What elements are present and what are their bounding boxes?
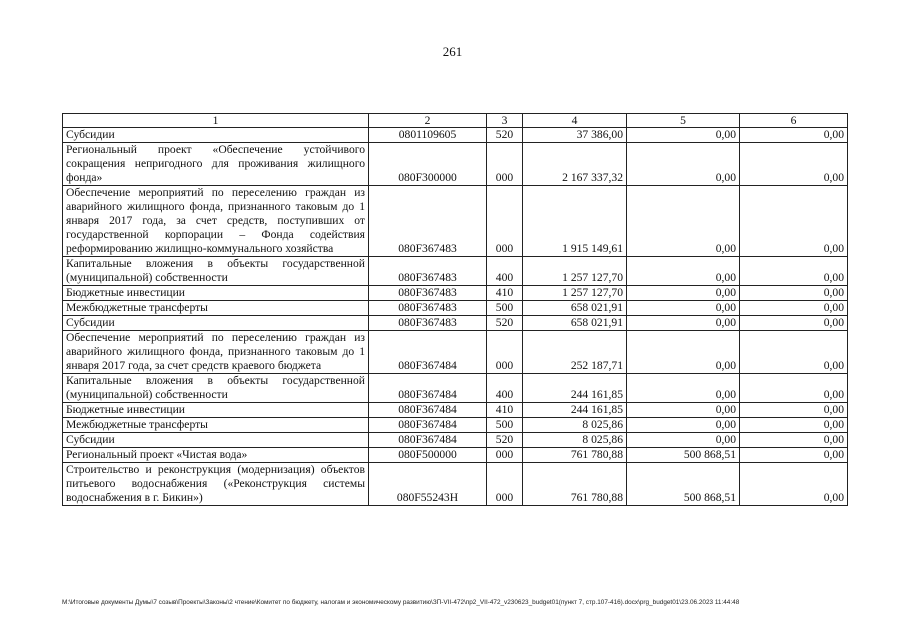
row-value-5: 500 868,51 — [627, 463, 740, 506]
table-row — [63, 316, 848, 331]
row-type: 000 — [487, 186, 523, 257]
row-value-6: 0,00 — [740, 186, 848, 257]
row-value-5: 0,00 — [627, 331, 740, 374]
row-name: Региональный проект «Обеспечение устойчивого сокращения непригодного для проживания жилищного фонда» — [63, 143, 369, 186]
row-name: Обеспечение мероприятий по переселению граждан из аварийного жилищного фонда, признанного таковым до 1 января 2017 года, за счет средств, поступивших от государственной корпорации – Фонда содействия реформированию жилищно-коммунального хозяйства — [63, 186, 369, 257]
row-code: 080F367483 — [369, 301, 487, 316]
row-value-4: 244 161,85 — [523, 403, 627, 418]
row-name: Субсидии — [63, 128, 369, 143]
table-row — [63, 128, 848, 143]
row-value-6: 0,00 — [740, 403, 848, 418]
row-code: 080F367483 — [369, 316, 487, 331]
budget-table — [62, 113, 848, 506]
row-type: 500 — [487, 418, 523, 433]
row-value-6: 0,00 — [740, 374, 848, 403]
row-value-5: 500 868,51 — [627, 448, 740, 463]
row-type: 520 — [487, 128, 523, 143]
row-value-4: 8 025,86 — [523, 433, 627, 448]
row-value-4: 1 915 149,61 — [523, 186, 627, 257]
row-code: 080F367484 — [369, 331, 487, 374]
row-value-4: 1 257 127,70 — [523, 286, 627, 301]
row-value-5: 0,00 — [627, 418, 740, 433]
row-type: 410 — [487, 286, 523, 301]
row-code: 080F367484 — [369, 418, 487, 433]
row-value-4: 2 167 337,32 — [523, 143, 627, 186]
row-value-5: 0,00 — [627, 257, 740, 286]
table-row — [63, 448, 848, 463]
row-code: 0801109605 — [369, 128, 487, 143]
row-name: Бюджетные инвестиции — [63, 286, 369, 301]
row-name: Бюджетные инвестиции — [63, 403, 369, 418]
row-value-4: 37 386,00 — [523, 128, 627, 143]
row-name: Субсидии — [63, 433, 369, 448]
row-name: Обеспечение мероприятий по переселению граждан из аварийного жилищного фонда, признанного таковым до 1 января 2017 года, за счет средств краевого бюджета — [63, 331, 369, 374]
table-row — [63, 286, 848, 301]
table-row — [63, 403, 848, 418]
row-code: 080F55243Н — [369, 463, 487, 506]
row-value-4: 761 780,88 — [523, 448, 627, 463]
row-value-4: 761 780,88 — [523, 463, 627, 506]
table-header-row — [63, 114, 848, 128]
row-value-6: 0,00 — [740, 331, 848, 374]
column-header-6: 6 — [740, 114, 848, 128]
row-value-6: 0,00 — [740, 433, 848, 448]
column-header-3: 3 — [487, 114, 523, 128]
row-code: 080F367484 — [369, 403, 487, 418]
page-number: 261 — [442, 44, 463, 59]
table-row — [63, 463, 848, 506]
row-type: 520 — [487, 316, 523, 331]
row-value-5: 0,00 — [627, 403, 740, 418]
row-value-6: 0,00 — [740, 316, 848, 331]
row-code: 080F367484 — [369, 374, 487, 403]
row-code: 080F367483 — [369, 257, 487, 286]
table-row — [63, 301, 848, 316]
row-code: 080F367484 — [369, 433, 487, 448]
table-row — [63, 143, 848, 186]
row-value-6: 0,00 — [740, 128, 848, 143]
row-value-5: 0,00 — [627, 186, 740, 257]
table-row — [63, 331, 848, 374]
row-value-6: 0,00 — [740, 418, 848, 433]
row-name: Межбюджетные трансферты — [63, 301, 369, 316]
row-type: 410 — [487, 403, 523, 418]
column-header-4: 4 — [523, 114, 627, 128]
row-value-5: 0,00 — [627, 301, 740, 316]
row-value-5: 0,00 — [627, 316, 740, 331]
row-value-5: 0,00 — [627, 286, 740, 301]
column-header-5: 5 — [627, 114, 740, 128]
row-value-4: 8 025,86 — [523, 418, 627, 433]
footer-file-path: M:\Итоговые документы Думы\7 созыв\Проекты\Законы\2 чтение\Комитет по бюджету, налогам и экономическому развитию\ЗП-VII-472\пр2_VII-472_v230623_budget01(пункт 7, стр.107-416).docx\prg_budget01\23.06.2023 11:44:48 — [62, 599, 740, 606]
row-name: Строительство и реконструкция (модернизация) объектов питьевого водоснабжения («Реконструкция системы водоснабжения в г. Бикин») — [63, 463, 369, 506]
column-header-2: 2 — [369, 114, 487, 128]
row-value-4: 244 161,85 — [523, 374, 627, 403]
row-type: 000 — [487, 143, 523, 186]
row-value-5: 0,00 — [627, 433, 740, 448]
row-value-4: 1 257 127,70 — [523, 257, 627, 286]
row-type: 000 — [487, 331, 523, 374]
row-name: Межбюджетные трансферты — [63, 418, 369, 433]
row-name: Субсидии — [63, 316, 369, 331]
row-value-6: 0,00 — [740, 301, 848, 316]
row-type: 500 — [487, 301, 523, 316]
row-type: 400 — [487, 257, 523, 286]
row-value-5: 0,00 — [627, 143, 740, 186]
row-code: 080F367483 — [369, 286, 487, 301]
row-value-6: 0,00 — [740, 257, 848, 286]
row-code: 080F367483 — [369, 186, 487, 257]
row-type: 000 — [487, 463, 523, 506]
row-type: 000 — [487, 448, 523, 463]
row-value-5: 0,00 — [627, 374, 740, 403]
row-name: Капитальные вложения в объекты государственной (муниципальной) собственности — [63, 374, 369, 403]
row-value-4: 252 187,71 — [523, 331, 627, 374]
table-row — [63, 186, 848, 257]
row-value-6: 0,00 — [740, 463, 848, 506]
table-row — [63, 433, 848, 448]
row-value-4: 658 021,91 — [523, 316, 627, 331]
row-value-4: 658 021,91 — [523, 301, 627, 316]
table-row — [63, 418, 848, 433]
row-type: 520 — [487, 433, 523, 448]
row-name: Региональный проект «Чистая вода» — [63, 448, 369, 463]
column-header-1: 1 — [63, 114, 369, 128]
row-code: 080F500000 — [369, 448, 487, 463]
row-value-5: 0,00 — [627, 128, 740, 143]
row-name: Капитальные вложения в объекты государственной (муниципальной) собственности — [63, 257, 369, 286]
row-value-6: 0,00 — [740, 448, 848, 463]
row-type: 400 — [487, 374, 523, 403]
row-value-6: 0,00 — [740, 143, 848, 186]
row-code: 080F300000 — [369, 143, 487, 186]
table-row — [63, 374, 848, 403]
table-row — [63, 257, 848, 286]
row-value-6: 0,00 — [740, 286, 848, 301]
